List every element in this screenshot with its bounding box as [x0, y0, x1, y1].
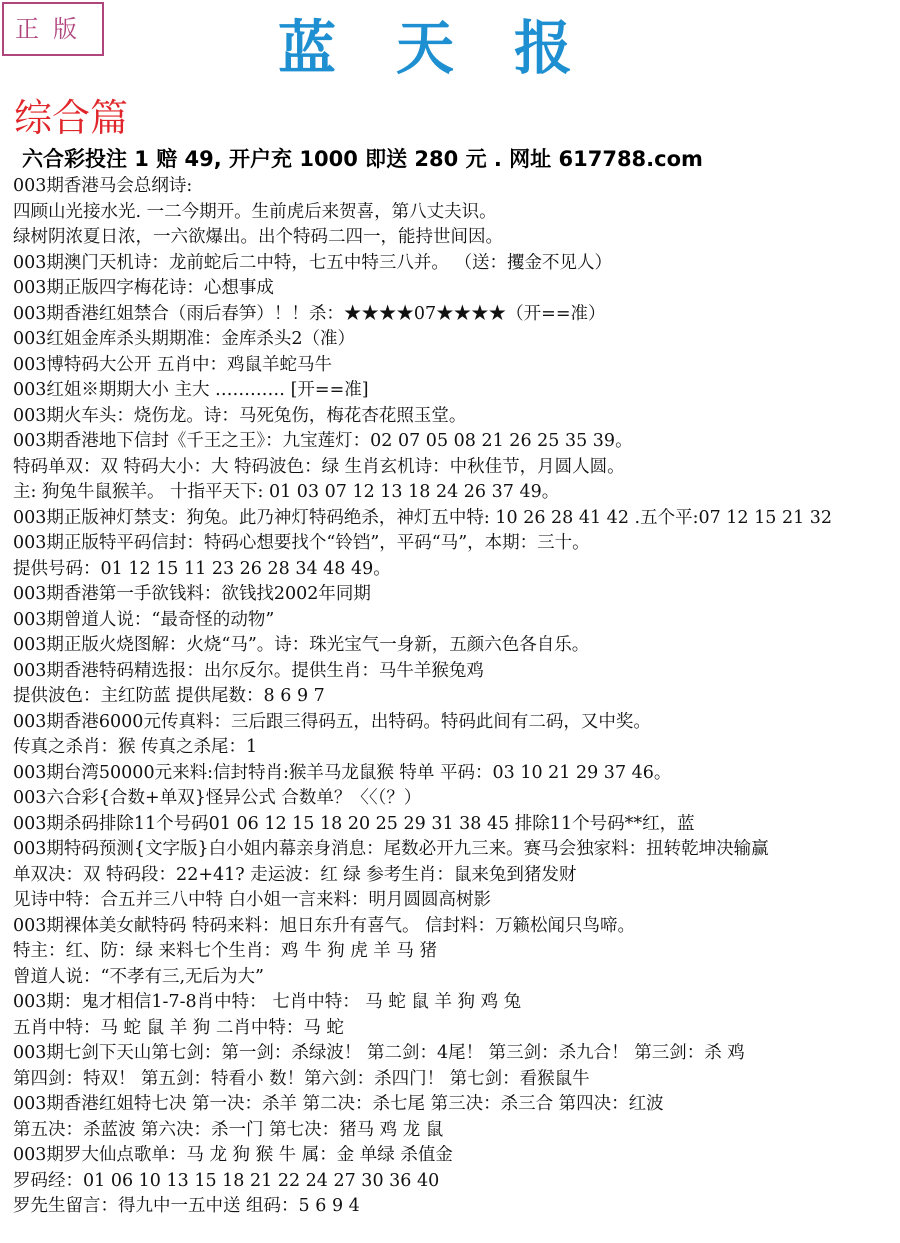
text-line: 曾道人说：“不孝有三,无后为大”: [13, 966, 264, 987]
text-line: 003期香港第一手欲钱料：欲钱找2002年同期: [13, 584, 371, 604]
text-line: 提供号码：01 12 15 11 23 26 28 34 48 49。: [13, 558, 391, 579]
section-heading: 综合篇: [14, 96, 129, 140]
text-line: 传真之杀肖：猴 传真之杀尾：1: [13, 737, 258, 757]
text-line: 003期香港马会总纲诗:: [13, 176, 193, 196]
text-line: 003期香港红姐特七决 第一决：杀羊 第二决：杀七尾 第三决：杀三合 第四决：红波: [13, 1094, 664, 1114]
text-line: 003期正版四字梅花诗：心想事成: [13, 278, 274, 298]
text-line: 罗码经：01 06 10 13 15 18 21 22 24 27 30 36 40: [13, 1170, 440, 1191]
text-line: 特主：红、防：绿 来料七个生肖：鸡 牛 狗 虎 羊 马 猪: [13, 941, 437, 961]
text-line: 003六合彩{合数+单双}怪异公式 合数单？〈〈（？）: [13, 788, 422, 808]
text-line: 主: 狗兔牛鼠猴羊。 十指平天下: 01 03 07 12 13 18 24 26 37 49。: [13, 482, 560, 502]
edition-badge: 正版: [2, 2, 104, 56]
text-line: 003期香港红姐禁合（雨后春笋）！！杀：★★★★07★★★★（开==准）: [13, 303, 606, 324]
text-body: [13, 174, 898, 1220]
text-line: 003期特码预测{文字版}白小姐内幕亲身消息：尾数必开九三来。赛马会独家料：扭转乾坤决输赢: [13, 839, 769, 859]
text-line: 003期：鬼才相信1-7-8肖中特： 七肖中特： 马 蛇 鼠 羊 狗 鸡 兔: [13, 992, 522, 1012]
text-line: 见诗中特：合五并三八中特 白小姐一言来料：明月圆圆高树影: [13, 890, 492, 910]
text-line: 提供波色：主红防蓝 提供尾数：8 6 9 7: [13, 686, 325, 706]
text-line: 003期罗大仙点歌单：马 龙 狗 猴 牛 属：金 单绿 杀值金: [13, 1145, 453, 1165]
text-line: 003红姐※期期大小 主大 ………… [开==准]: [13, 380, 369, 400]
text-line: 003期火车头：烧伤龙。诗：马死兔伤，梅花杏花照玉堂。: [13, 405, 467, 426]
text-line: 罗先生留言：得九中一五中送 组码：5 6 9 4: [13, 1196, 360, 1216]
text-line: 003期澳门天机诗：龙前蛇后二中特，七五中特三八并。 （送：攫金不见人）: [13, 252, 612, 273]
text-line: 003期香港6000元传真料：三后跟三得码五，出特码。特码此间有二码，又中奖。: [13, 711, 651, 732]
text-line: 003博特码大公开 五肖中：鸡鼠羊蛇马牛: [13, 354, 332, 375]
text-line: 003期七剑下天山第七剑：第一剑：杀绿波！ 第二剑：4尾！ 第三剑：杀九合！ 第三剑：杀 鸡: [13, 1043, 745, 1063]
text-line: 003期正版火烧图解：火烧“马”。诗：珠光宝气一身新，五颜六色各自乐。: [13, 635, 590, 655]
text-line: 003期裸体美女献特码 特码来料：旭日东升有喜气。 信封料：万籁松闻只鸟啼。: [13, 915, 636, 936]
text-line: 绿树阴浓夏日浓，一六欲爆出。出个特码二四一，能持世间因。: [13, 227, 503, 247]
text-line: 特码单双：双 特码大小：大 特码波色：绿 生肖玄机诗：中秋佳节，月圆人圆。: [13, 456, 625, 477]
text-line: 003期曾道人说：“最奇怪的动物”: [13, 609, 275, 630]
text-line: 003期香港地下信封《千王之王》：九宝莲灯：02 07 05 08 21 26 25 35 39。: [13, 431, 633, 451]
text-line: 第五决：杀蓝波 第六决：杀一门 第七决：猪马 鸡 龙 鼠: [13, 1119, 444, 1140]
page-title: 蓝天报: [277, 14, 632, 82]
text-line: 003期香港特码精选报：出尔反尔。提供生肖：马牛羊猴兔鸡: [13, 660, 484, 681]
text-line: 四顾山光接水光. 一二今期开。生前虎后来贺喜，第八丈夫识。: [13, 201, 497, 222]
text-line: 五肖中特：马 蛇 鼠 羊 狗 二肖中特：马 蛇: [13, 1017, 344, 1038]
text-line: 单双决：双 特码段：22+41? 走运波：红 绿 参考生肖：鼠来兔到猪发财: [13, 864, 577, 885]
text-line: 003期杀码排除11个号码01 06 12 15 18 20 25 29 31 38 45 排除11个号码**红，蓝: [13, 813, 695, 834]
text-line: 003期正版特平码信封：特码心想要找个“铃铛”，平码“马”，本期：三十。: [13, 533, 590, 553]
text-line: 第四剑：特双！ 第五剑：特看小 数！第六剑：杀四门！ 第七剑：看猴鼠牛: [13, 1068, 590, 1089]
text-line: 003红姐金库杀头期期准：金库杀头2（准）: [13, 329, 356, 349]
text-line: 003期正版神灯禁支：狗兔。此乃神灯特码绝杀，神灯五中特: 10 26 28 41 42 .五个平:07 12 15 21 32: [13, 507, 833, 528]
text-line: 003期台湾50000元来料:信封特肖:猴羊马龙鼠猴 特单 平码：03 10 21 29 37 46。: [13, 762, 672, 783]
advert-line: 六合彩投注 1 赔 49, 开户充 1000 即送 280 元 . 网址 617788.com: [22, 147, 703, 171]
